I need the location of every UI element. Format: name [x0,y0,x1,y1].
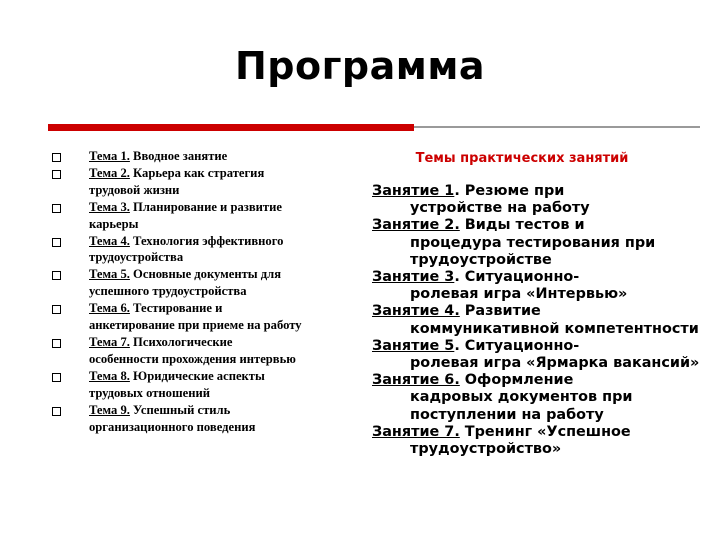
topic-text: Технология эффективного [129,233,284,248]
lesson-item [372,372,702,424]
square-bullet-icon [52,305,61,314]
topic-text: Тестирование и [129,301,223,316]
page-title: Программа [234,44,486,88]
lesson-item [372,217,702,269]
topic-label: Тема 5. [89,267,130,282]
list-item [48,300,348,334]
list-item [48,402,348,436]
topic-label: Тема 4. [89,233,130,248]
list-item [48,199,348,233]
lesson-text-cont: коммуникативной компетентности [410,320,699,337]
section-heading: Темы практических занятий [415,151,629,166]
square-bullet-icon [52,373,61,382]
topic-label: Тема 2. [89,165,130,180]
topic-text: Карьера как стратегия [129,165,265,180]
lesson-text-cont: трудоустройство» [410,441,562,458]
list-item [48,233,348,267]
topic-text-cont: трудовой жизни [89,182,180,197]
practical-lessons [372,151,702,458]
square-bullet-icon [52,339,61,348]
list-item [48,334,348,368]
lesson-text: Оформление [459,372,574,389]
topic-text: Успешный стиль [129,402,231,417]
lesson-text-cont: ролевая игра «Ярмарка вакансий» [410,355,700,372]
topic-text: Планирование и развитие [129,199,282,214]
topic-text: Юридические аспекты [129,368,265,383]
square-bullet-icon [52,271,61,280]
topic-text-cont: анкетирование при приеме на работу [89,318,302,333]
square-bullet-icon [52,204,61,213]
lesson-label: Занятие 2. [372,217,460,234]
lesson-text-cont: ролевая игра «Интервью» [410,286,628,303]
topic-text-cont: трудовых отношений [89,385,210,400]
square-bullet-icon [52,407,61,416]
topic-label: Тема 1. [89,149,130,163]
topic-text: Психологические [129,334,233,349]
lesson-label: Занятие 7. [372,423,460,440]
lesson-label: Занятие 3 [372,269,455,286]
lesson-item [372,424,702,458]
square-bullet-icon [52,153,61,162]
square-bullet-icon [52,238,61,247]
lesson-text: . Ситуационно- [454,269,580,286]
lesson-text: . Ситуационно- [454,337,580,354]
accent-bar [48,124,414,131]
topic-text: Вводное занятие [129,149,228,163]
topic-text-cont: трудоустройства [89,250,184,265]
lesson-item [372,269,702,303]
lesson-text: Виды тестов и [459,217,585,234]
topic-label: Тема 6. [89,301,130,316]
lesson-text-cont: кадровых документов при поступлении на работу [410,389,633,423]
list-item [48,148,348,165]
lesson-text: Развитие [459,303,541,320]
list-item [48,368,348,402]
topic-label: Тема 9. [89,402,130,417]
lesson-text: Тренинг «Успешное [459,423,631,440]
lesson-text-cont: процедура тестирования при трудоустройстве [410,234,656,268]
lesson-item [372,303,702,337]
lesson-label: Занятие 4. [372,303,460,320]
list-item [48,165,348,199]
lesson-label: Занятие 1 [372,183,455,199]
lesson-label: Занятие 6. [372,372,460,389]
lesson-label: Занятие 5 [372,337,455,354]
topic-text-cont: карьеры [89,216,139,231]
topic-label: Тема 7. [89,334,130,349]
square-bullet-icon [52,170,61,179]
lesson-item [372,183,702,217]
lesson-text: . Резюме при [454,183,565,199]
topic-label: Тема 8. [89,368,130,383]
topic-list [48,148,348,435]
lesson-text-cont: устройстве на работу [410,200,590,217]
topic-text-cont: организационного поведения [89,419,256,434]
topic-text: Основные документы для [129,267,282,282]
lesson-item [372,338,702,372]
topic-label: Тема 3. [89,199,130,214]
topic-text-cont: успешного трудоустройства [89,284,247,299]
topic-text-cont: особенности прохождения интервью [89,351,296,366]
list-item [48,266,348,300]
